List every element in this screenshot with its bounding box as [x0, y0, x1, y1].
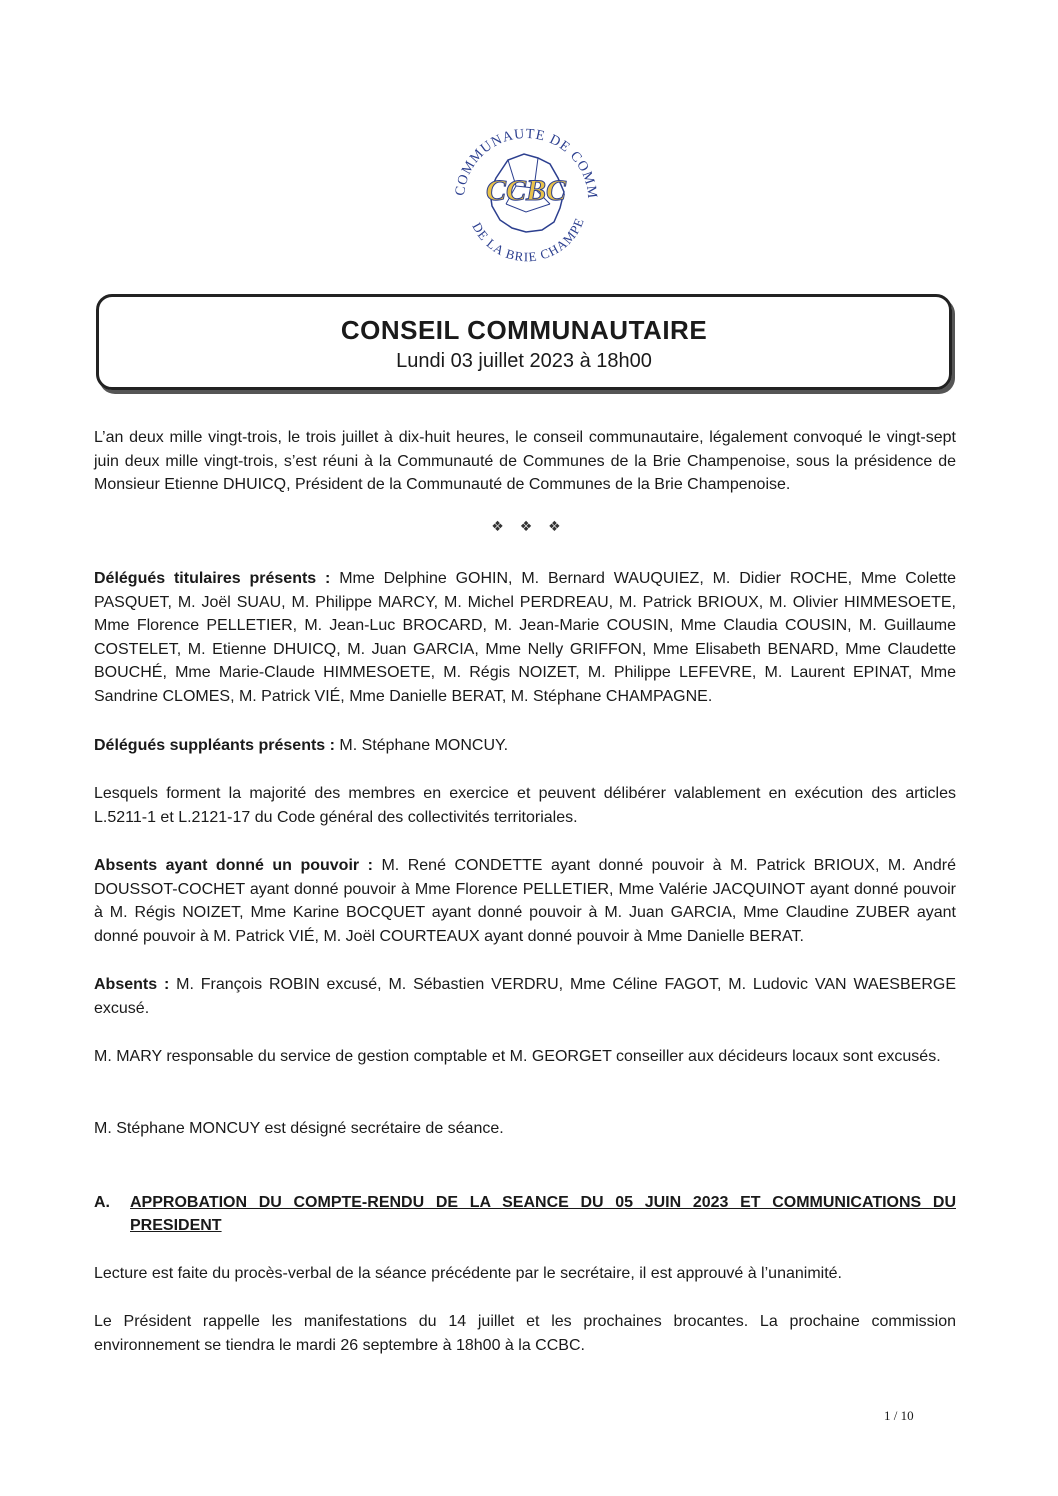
page-number: 1 / 10 [884, 1408, 914, 1423]
header-box [96, 294, 952, 390]
excuses-paragraph: M. MARY responsable du service de gestion comptable et M. GEORGET conseiller aux décideurs locaux sont excusés. [94, 1048, 941, 1065]
separator-ornament: ❖ ❖ ❖ [491, 518, 567, 534]
section-a-heading [94, 1191, 956, 1237]
absents-list: M. François ROBIN excusé, M. Sébastien VERDRU, Mme Céline FAGOT, M. Ludovic VAN WAESBERGE excusé. [94, 976, 956, 1017]
absents-label: Absents : [94, 976, 170, 993]
pouvoirs-label: Absents ayant donné un pouvoir : [94, 857, 373, 874]
svg-text:DE LA BRIE CHAMPENOISE: DE LA BRIE CHAMPE [469, 215, 588, 265]
ccbc-logo [446, 108, 606, 278]
lecture-paragraph: Lecture est faite du procès-verbal de la séance précédente par le secrétaire, il est approuvé à l’unanimité. [94, 1265, 842, 1282]
svg-text:COMMUNAUTE DE COMMUNES: COMMUNAUTE DE COMM [453, 126, 600, 200]
meeting-date: Lundi 03 juillet 2023 à 18h00 [396, 350, 652, 372]
secretaire-paragraph: M. Stéphane MONCUY est désigné secrétaire de séance. [94, 1120, 504, 1137]
pouvoirs-list: M. René CONDETTE ayant donné pouvoir à M. Patrick BRIOUX, M. André DOUSSOT-COCHET ayant donné pouvoir à Mme Florence PELLETIER, Mme Valérie JACQUINOT ayant donné pouvoir à M. Régis NOIZET, Mme Karine BOCQUET ayant donné pouvoir à M. Juan GARCIA, Mme Claudine ZUBER ayant donné pouvoir à M. Patrick VIÉ, M. Joël COURTEAUX ayant donné pouvoir à Mme Danielle BERAT. [94, 857, 957, 945]
titulaires-list: Mme Delphine GOHIN, M. Bernard WAUQUIEZ, M. Didier ROCHE, Mme Colette PASQUET, M. Joël SUAU, M. Philippe MARCY, M. Michel PERDREAU, M. Patrick BRIOUX, M. Olivier HIMMESOETE, Mme Florence PELLETIER, M. Jean-Luc BROCARD, M. Jean-Marie COUSIN, Mme Claudia COUSIN, M. Guillaume COSTELET, M. Etienne DHUICQ, M. Juan GARCIA, Mme Nelly GRIFFON, Mme Elisabeth BENARD, Mme Claudette BOUCHÉ, Mme Marie-Claude HIMMESOETE, M. Régis NOIZET, M. Philippe LEFEVRE, M. Laurent EPINAT, Mme Sandrine CLOMES, M. Patrick VIÉ, Mme Danielle BERAT, M. Stéphane CHAMPAGNE. [94, 570, 957, 705]
svg-text:CCBC: CCBC [485, 174, 567, 207]
majorite-paragraph: Lesquels forment la majorité des membres en exercice et peuvent délibérer valablement en exécution des articles L.5211-1 et L.2121-17 du Code général des collectivités territoriales. [94, 785, 956, 826]
titulaires-paragraph [94, 567, 956, 708]
suppleants-list: M. Stéphane MONCUY. [334, 737, 509, 754]
suppleants-paragraph [94, 734, 956, 758]
intro-paragraph: L’an deux mille vingt-trois, le trois juillet à dix-huit heures, le conseil communautaire, légalement convoqué le vingt-sept juin deux mille vingt-trois, s’est réuni à la Communauté de Communes de la Brie Champenoise, sous la présidence de Monsieur Etienne DHUICQ, Président de la Communauté de Communes de la Brie Champenoise. [94, 429, 956, 493]
document-title: CONSEIL COMMUNAUTAIRE [340, 315, 708, 345]
section-a-letter: A. [94, 1194, 110, 1211]
section-a-title: APPROBATION DU COMPTE-RENDU DE LA SEANCE DU 05 JUIN 2023 ET COMMUNICATIONS DU PRESIDENT [130, 1194, 956, 1234]
president-paragraph: Le Président rappelle les manifestations du 14 juillet et les prochaines brocantes. La prochaine commission environnement se tiendra le mardi 26 septembre à 18h00 à la CCBC. [94, 1313, 956, 1354]
titulaires-label: Délégués titulaires présents : [94, 570, 331, 587]
absents-paragraph [94, 973, 956, 1020]
suppleants-label: Délégués suppléants présents : [94, 737, 335, 754]
pouvoirs-paragraph [94, 854, 956, 948]
